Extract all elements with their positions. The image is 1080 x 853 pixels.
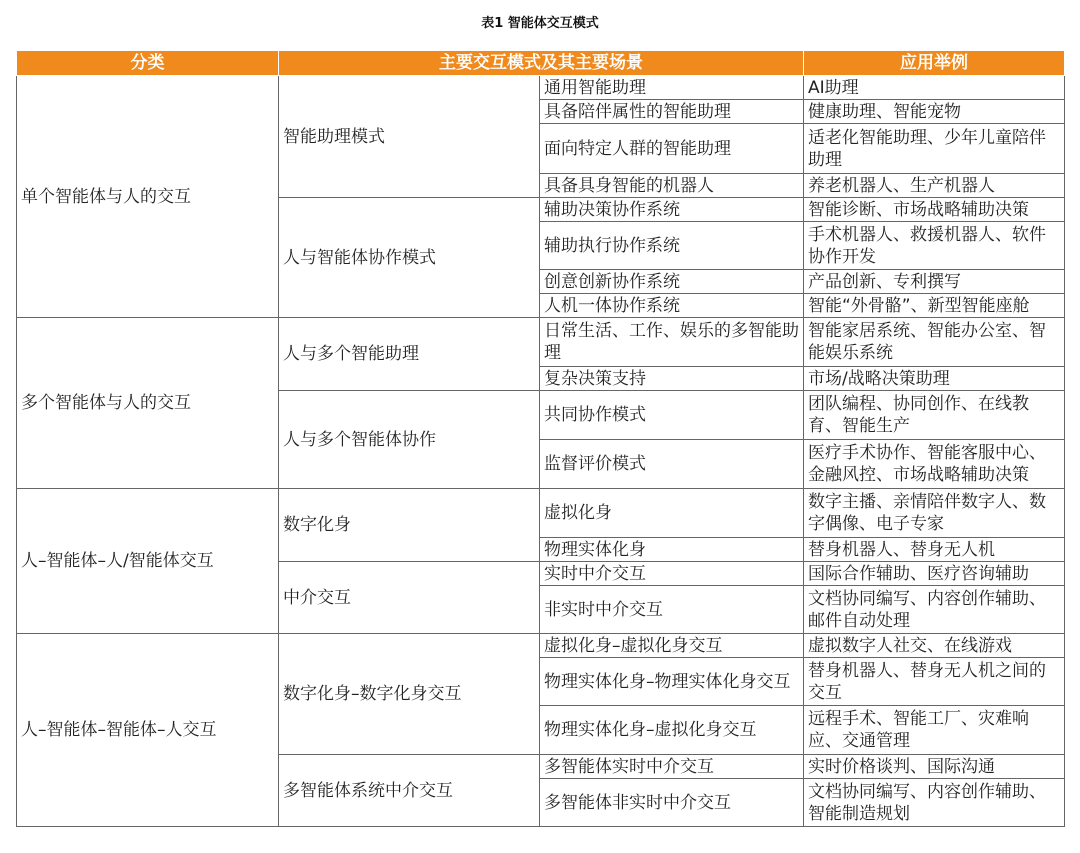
example-cell: 文档协同编写、内容创作辅助、智能制造规划 xyxy=(804,779,1065,827)
scene-cell: 辅助执行协作系统 xyxy=(540,222,804,270)
scene-cell: 通用智能助理 xyxy=(540,76,804,100)
example-cell: 替身机器人、替身无人机 xyxy=(804,538,1065,562)
mode-cell: 数字化身 xyxy=(279,489,540,562)
example-cell: 市场/战略决策助理 xyxy=(804,367,1065,391)
example-cell: 适老化智能助理、少年儿童陪伴助理 xyxy=(804,124,1065,174)
interaction-modes-table xyxy=(16,50,1065,827)
scene-cell: 创意创新协作系统 xyxy=(540,270,804,294)
scene-cell: 物理实体化身–物理实体化身交互 xyxy=(540,658,804,706)
scene-cell: 日常生活、工作、娱乐的多智能助理 xyxy=(540,318,804,367)
scene-cell: 共同协作模式 xyxy=(540,391,804,440)
scene-cell: 虚拟化身–虚拟化身交互 xyxy=(540,634,804,658)
category-cell: 单个智能体与人的交互 xyxy=(17,76,279,318)
header-category: 分类 xyxy=(17,51,279,76)
header-mode: 主要交互模式及其主要场景 xyxy=(279,51,804,76)
example-cell: AI助理 xyxy=(804,76,1065,100)
example-cell: 健康助理、智能宠物 xyxy=(804,100,1065,124)
table-row xyxy=(17,634,1065,658)
example-cell: 替身机器人、替身无人机之间的交互 xyxy=(804,658,1065,706)
table-row xyxy=(17,76,1065,100)
mode-cell: 数字化身–数字化身交互 xyxy=(279,634,540,755)
scene-cell: 人机一体协作系统 xyxy=(540,294,804,318)
example-cell: 产品创新、专利撰写 xyxy=(804,270,1065,294)
mode-cell: 人与多个智能体协作 xyxy=(279,391,540,489)
example-cell: 团队编程、协同创作、在线教育、智能生产 xyxy=(804,391,1065,440)
example-cell: 智能“外骨骼”、新型智能座舱 xyxy=(804,294,1065,318)
example-cell: 远程手术、智能工厂、灾难响应、交通管理 xyxy=(804,706,1065,755)
scene-cell: 物理实体化身 xyxy=(540,538,804,562)
example-cell: 虚拟数字人社交、在线游戏 xyxy=(804,634,1065,658)
table-header-row xyxy=(17,51,1065,76)
scene-cell: 实时中介交互 xyxy=(540,562,804,586)
scene-cell: 辅助决策协作系统 xyxy=(540,198,804,222)
scene-cell: 复杂决策支持 xyxy=(540,367,804,391)
mode-cell: 智能助理模式 xyxy=(279,76,540,198)
example-cell: 智能家居系统、智能办公室、智能娱乐系统 xyxy=(804,318,1065,367)
example-cell: 智能诊断、市场战略辅助决策 xyxy=(804,198,1065,222)
category-cell: 人–智能体–智能体–人交互 xyxy=(17,634,279,827)
mode-cell: 中介交互 xyxy=(279,562,540,634)
mode-cell: 人与多个智能助理 xyxy=(279,318,540,391)
scene-cell: 具备具身智能的机器人 xyxy=(540,174,804,198)
table-row xyxy=(17,318,1065,367)
scene-cell: 面向特定人群的智能助理 xyxy=(540,124,804,174)
example-cell: 数字主播、亲情陪伴数字人、数字偶像、电子专家 xyxy=(804,489,1065,538)
example-cell: 手术机器人、救援机器人、软件协作开发 xyxy=(804,222,1065,270)
scene-cell: 非实时中介交互 xyxy=(540,586,804,634)
example-cell: 国际合作辅助、医疗咨询辅助 xyxy=(804,562,1065,586)
example-cell: 文档协同编写、内容创作辅助、邮件自动处理 xyxy=(804,586,1065,634)
category-cell: 多个智能体与人的交互 xyxy=(17,318,279,489)
example-cell: 医疗手术协作、智能客服中心、金融风控、市场战略辅助决策 xyxy=(804,440,1065,489)
scene-cell: 具备陪伴属性的智能助理 xyxy=(540,100,804,124)
table-row xyxy=(17,489,1065,538)
scene-cell: 物理实体化身–虚拟化身交互 xyxy=(540,706,804,755)
mode-cell: 多智能体系统中介交互 xyxy=(279,755,540,827)
scene-cell: 虚拟化身 xyxy=(540,489,804,538)
category-cell: 人–智能体–人/智能体交互 xyxy=(17,489,279,634)
header-examples: 应用举例 xyxy=(804,51,1065,76)
scene-cell: 监督评价模式 xyxy=(540,440,804,489)
example-cell: 养老机器人、生产机器人 xyxy=(804,174,1065,198)
scene-cell: 多智能体实时中介交互 xyxy=(540,755,804,779)
scene-cell: 多智能体非实时中介交互 xyxy=(540,779,804,827)
example-cell: 实时价格谈判、国际沟通 xyxy=(804,755,1065,779)
mode-cell: 人与智能体协作模式 xyxy=(279,198,540,318)
table-title: 表1 智能体交互模式 xyxy=(481,16,599,31)
